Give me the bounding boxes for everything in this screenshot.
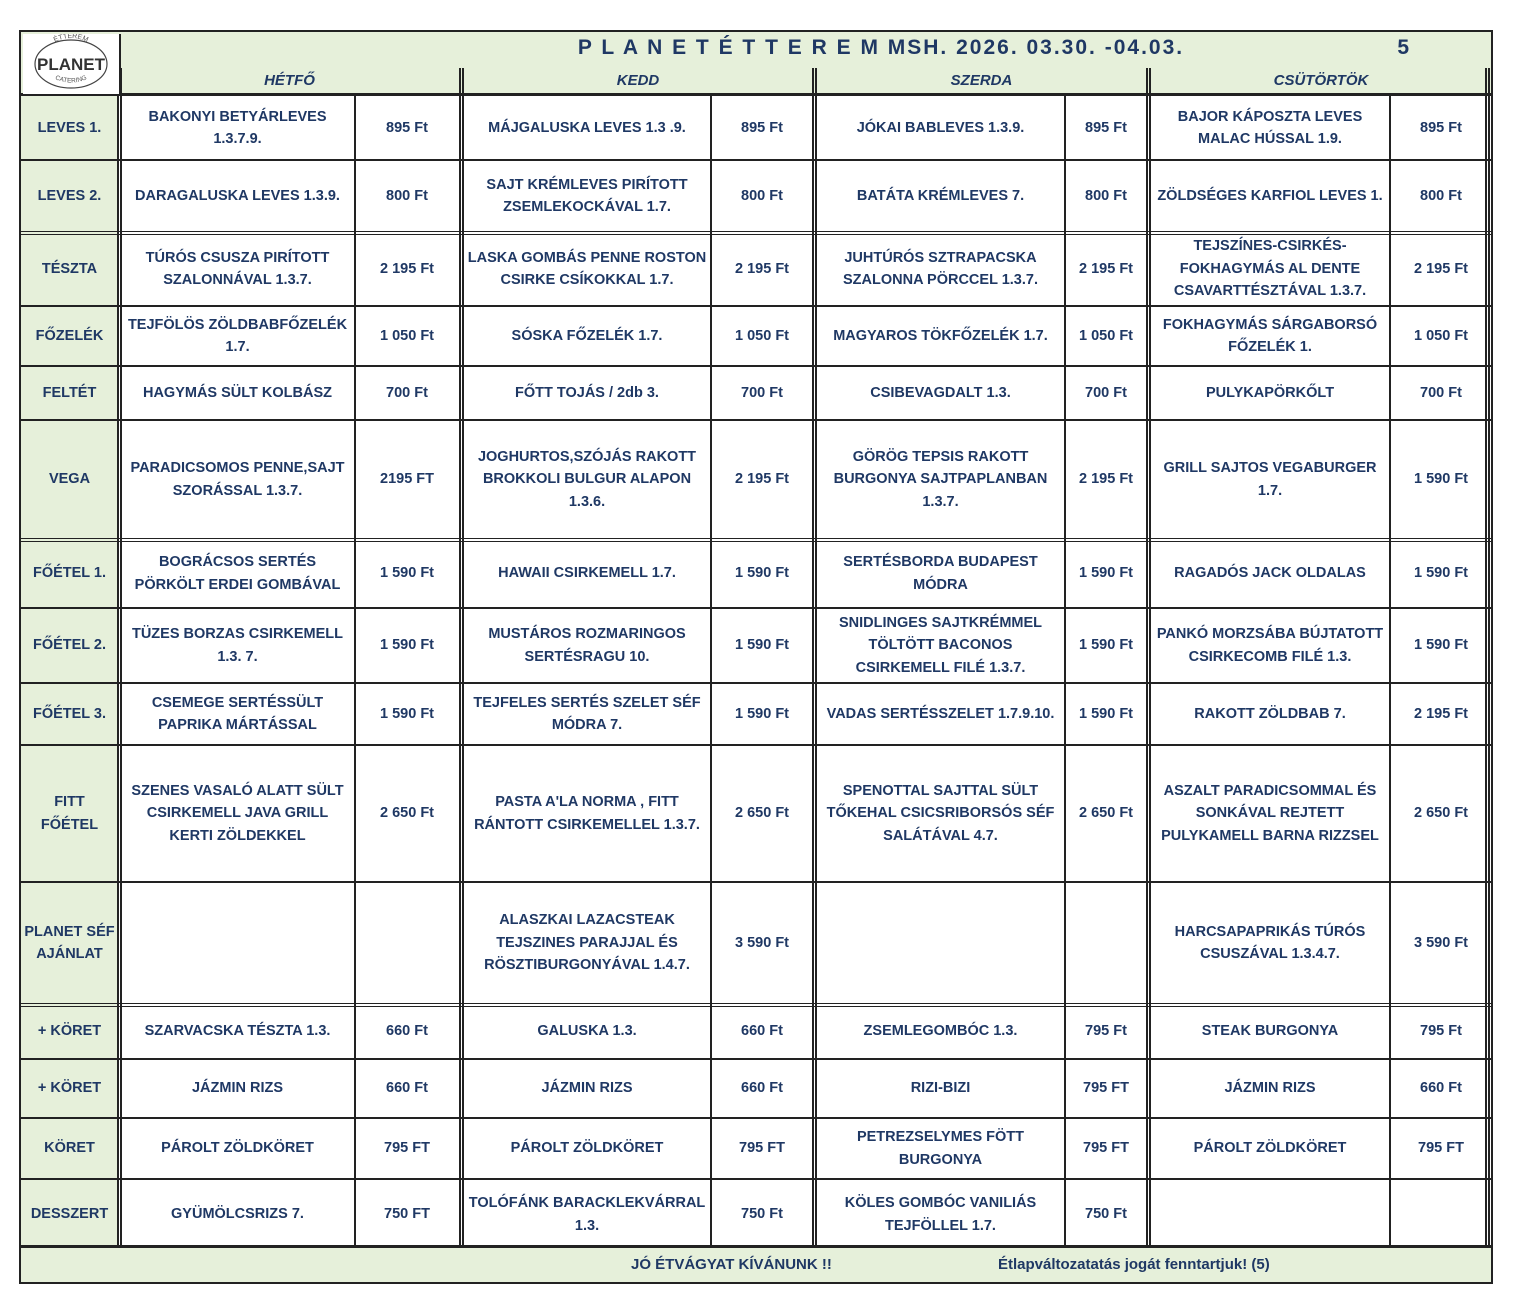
dish-name: PÁROLT ZÖLDKÖRET [161,1140,314,1157]
svg-text:ÉTTEREM: ÉTTEREM [52,34,90,44]
dish-name: GALUSKA 1.3. [537,1023,637,1040]
dish-price: 660 Ft [386,1080,428,1097]
dish-price: 1 590 Ft [380,637,434,654]
row-label: DESSZERT [21,1179,118,1250]
row-label: FŐÉTEL 1. [21,539,118,608]
dish-name: RAKOTT ZÖLDBAB 7. [1194,705,1346,722]
dish-price: 1 590 Ft [380,565,434,582]
row-divider [21,1117,1491,1119]
dish-name: TÜZES BORZAS CSIRKEMELL 1.3. 7. [131,626,344,665]
dish-name [121,882,354,1004]
dish-name: CSEMEGE SERTÉSSÜLT PAPRIKA MÁRTÁSSAL [151,694,324,733]
column-divider [1389,96,1391,1250]
column-divider [1146,68,1151,1250]
row-label: + KÖRET [21,1059,118,1118]
dish-price: 2195 FT [380,471,434,488]
row-label: PLANET SÉF AJÁNLAT [21,882,118,1004]
dish-price: 795 FT [1083,1080,1129,1097]
dish-name [1151,1179,1389,1250]
dish-name: JÁZMIN RIZS [191,1080,284,1097]
greeting-text: JÓ ÉTVÁGYAT KÍVÁNUNK !! [631,1256,832,1273]
dish-name: SAJT KRÉMLEVES PIRÍTOTT ZSEMLEKOCKÁVAL 1.7. [486,176,688,215]
row-divider [21,744,1491,746]
dish-name: PARADICSOMOS PENNE,SAJT SZORÁSSAL 1.3.7. [130,460,345,499]
row-label: FELTÉT [21,366,118,420]
dish-price: 1 590 Ft [1079,705,1133,722]
dish-price: 800 Ft [1420,187,1462,204]
row-divider [21,159,1491,161]
dish-name: PETREZSELYMES FÖTT BURGONYA [856,1129,1025,1168]
dish-name: JOGHURTOS,SZÓJÁS RAKOTT BROKKOLI BULGUR ALAPON 1.3.6. [477,448,697,510]
dish-price: 1 590 Ft [1079,637,1133,654]
day-header-1: HÉTFŐ [264,72,315,89]
row-label: LEVES 2. [21,160,118,232]
dish-price: 750 FT [384,1206,430,1223]
dish-price: 895 Ft [1420,119,1462,136]
dish-name: RIZI-BIZI [910,1080,971,1097]
dish-price: 3 590 Ft [1414,934,1468,951]
dish-name: SERTÉSBORDA BUDAPEST MÓDRA [843,554,1038,593]
dish-price: 750 Ft [741,1206,783,1223]
row-divider [21,305,1491,307]
dish-name: DARAGALUSKA LEVES 1.3.9. [135,187,340,204]
dish-name: SZENES VASALÓ ALATT SÜLT CSIRKEMELL JAVA GRILL KERTI ZÖLDEKKEL [131,782,344,844]
dish-name: TEJFÖLÖS ZÖLDBABFŐZELÉK 1.7. [127,316,348,355]
row-label: FŐÉTEL 2. [21,608,118,683]
dish-name: PANKÓ MORZSÁBA BÚJTATOTT CSIRKECOMB FILÉ 1.3. [1156,626,1384,665]
row-divider [21,538,1491,542]
row-divider [21,607,1491,609]
weekly-menu [19,30,1493,1284]
dish-price: 1 590 Ft [735,565,789,582]
dish-name: GRILL SAJTOS VEGABURGER 1.7. [1163,460,1377,499]
day-header-3: SZERDA [950,72,1013,89]
row-label: FITT FŐÉTEL [21,745,118,882]
row-divider [21,1003,1491,1007]
dish-name: PASTA A'LA NORMA , FITT RÁNTOTT CSIRKEMELLEL 1.3.7. [474,794,700,833]
row-label: KÖRET [21,1118,118,1179]
column-divider [1485,68,1490,1250]
row-label: TÉSZTA [21,232,118,306]
dish-name: RAGADÓS JACK OLDALAS [1174,565,1366,582]
row-divider [21,1058,1491,1060]
row-divider [21,682,1491,684]
dish-price: 795 FT [739,1140,785,1157]
dish-name: SNIDLINGES SAJTKRÉMMEL TÖLTÖTT BACONOS CSIRKEMELL FILÉ 1.3.7. [838,614,1042,676]
row-divider [21,1178,1491,1180]
dish-name: FŐTT TOJÁS / 2db 3. [515,384,659,401]
dish-name: HARCSAPAPRIKÁS TÚRÓS CSUSZÁVAL 1.3.4.7. [1174,923,1366,962]
dish-price [356,882,458,1004]
dish-name: PULYKAPÖRKŐLT [1205,384,1335,401]
dish-price: 895 Ft [741,119,783,136]
dish-name: LASKA GOMBÁS PENNE ROSTON CSIRKE CSÍKOKKAL 1.7. [467,249,707,288]
dish-price: 895 Ft [386,119,428,136]
dish-name: HAWAII CSIRKEMELL 1.7. [498,565,676,582]
dish-price: 750 Ft [1085,1206,1127,1223]
dish-price: 700 Ft [1085,384,1127,401]
day-header-2: KEDD [616,72,660,89]
dish-name: BOGRÁCSOS SERTÉS PÖRKÖLT ERDEI GOMBÁVAL [134,554,341,593]
svg-text:PLANET: PLANET [37,55,105,74]
dish-price: 1 590 Ft [1414,471,1468,488]
dish-price: 1 050 Ft [1079,327,1133,344]
dish-name: HAGYMÁS SÜLT KOLBÁSZ [142,384,333,401]
dish-price: 3 590 Ft [735,934,789,951]
column-divider [1064,96,1066,1250]
dish-price: 2 650 Ft [735,805,789,822]
dish-price: 660 Ft [741,1080,783,1097]
column-divider [117,68,122,1250]
dish-name: BAKONYI BETYÁRLEVES 1.3.7.9. [148,108,327,147]
dish-price: 700 Ft [741,384,783,401]
dish-price: 795 Ft [1420,1023,1462,1040]
dish-name: FOKHAGYMÁS SÁRGABORSÓ FŐZELÉK 1. [1162,316,1378,355]
dish-name: MÁJGALUSKA LEVES 1.3 .9. [488,119,686,136]
row-label: FŐZELÉK [21,306,118,366]
row-label: VEGA [21,420,118,539]
dish-price: 1 050 Ft [380,327,434,344]
dish-price: 2 650 Ft [1079,805,1133,822]
dish-price: 2 195 Ft [1079,471,1133,488]
dish-name: ZSEMLEGOMBÓC 1.3. [863,1023,1018,1040]
row-divider [21,881,1491,883]
planet-logo [23,34,121,94]
dish-price: 2 650 Ft [380,805,434,822]
dish-price: 660 Ft [1420,1080,1462,1097]
dish-name: JUHTÚRÓS SZTRAPACSKA SZALONNA PÖRCCEL 1.3.7. [843,249,1038,288]
dish-price: 795 FT [384,1140,430,1157]
dish-name: ALASZKAI LAZACSTEAK TEJSZINES PARAJJAL ÉS RÖSZTIBURGONYÁVAL 1.4.7. [484,912,690,974]
column-divider [459,68,464,1250]
row-label: + KÖRET [21,1004,118,1059]
dish-price: 2 195 Ft [735,260,789,277]
dish-price: 1 050 Ft [1414,327,1468,344]
dish-name: VADAS SERTÉSSZELET 1.7.9.10. [826,705,1055,722]
dish-name: JÓKAI BABLEVES 1.3.9. [856,119,1025,136]
dish-price: 1 590 Ft [735,705,789,722]
disclaimer-text: Étlapváltozatatás jogát fenntartjuk! (5) [998,1256,1270,1273]
dish-price: 795 FT [1083,1140,1129,1157]
row-divider [21,365,1491,367]
dish-name [817,882,1064,1004]
row-label: FŐÉTEL 3. [21,683,118,745]
dish-price: 2 195 Ft [1414,705,1468,722]
dish-price: 895 Ft [1085,119,1127,136]
dish-name: TOLÓFÁNK BARACKLEKVÁRRAL 1.3. [468,1195,706,1234]
column-divider [354,96,356,1250]
dish-name: PÁROLT ZÖLDKÖRET [510,1140,664,1157]
dish-price: 800 Ft [386,187,428,204]
dish-price [1066,882,1146,1004]
dish-price: 1 590 Ft [735,637,789,654]
dish-price: 2 195 Ft [735,471,789,488]
dish-name: MAGYAROS TÖKFŐZELÉK 1.7. [833,327,1048,344]
dish-price: 700 Ft [1420,384,1462,401]
row-divider [21,419,1491,421]
dish-name: BATÁTA KRÉMLEVES 7. [856,187,1025,204]
row-label: LEVES 1. [21,96,118,160]
dish-name: CSIBEVAGDALT 1.3. [870,384,1011,401]
dish-price: 2 195 Ft [1079,260,1133,277]
dish-name: GÖRÖG TEPSIS RAKOTT BURGONYA SAJTPAPLANBAN 1.3.7. [833,448,1048,510]
dish-name: JÁZMIN RIZS [541,1080,633,1097]
dish-name: SPENOTTAL SAJTTAL SÜLT TŐKEHAL CSICSRIBORSÓS SÉF SALÁTÁVAL 4.7. [826,782,1055,844]
dish-price: 795 Ft [1085,1023,1127,1040]
row-divider [21,231,1491,235]
day-header-row [21,68,1491,96]
dish-name: TEJFELES SERTÉS SZELET SÉF MÓDRA 7. [473,694,701,733]
dish-name: KÖLES GOMBÓC VANILIÁS TEJFÖLLEL 1.7. [844,1195,1037,1234]
dish-price: 2 650 Ft [1414,805,1468,822]
dish-price [1391,1179,1491,1250]
dish-price: 1 590 Ft [1079,565,1133,582]
dish-price: 660 Ft [386,1023,428,1040]
column-divider [710,96,712,1250]
dish-name: TÚRÓS CSUSZA PIRÍTOTT SZALONNÁVAL 1.3.7. [145,249,330,288]
dish-name: GYÜMÖLCSRIZS 7. [171,1206,304,1223]
dish-price: 700 Ft [386,384,428,401]
dish-price: 800 Ft [1085,187,1127,204]
svg-text:CATERING: CATERING [54,74,88,85]
dish-name: JÁZMIN RIZS [1224,1080,1316,1097]
column-divider [812,68,817,1250]
dish-name: BAJOR KÁPOSZTA LEVES MALAC HÚSSAL 1.9. [1177,108,1363,147]
page-number: 5 [1397,36,1409,59]
menu-header [21,32,1491,70]
dish-name: SZARVACSKA TÉSZTA 1.3. [144,1023,331,1040]
dish-price: 795 FT [1418,1140,1464,1157]
dish-name: PÁROLT ZÖLDKÖRET [1193,1140,1347,1157]
dish-price: 2 195 Ft [1414,260,1468,277]
menu-footer [21,1245,1491,1282]
dish-name: ASZALT PARADICSOMMAL ÉS SONKÁVAL REJTETT PULYKAMELL BARNA RIZZSEL [1161,782,1379,844]
dish-name: SÓSKA FŐZELÉK 1.7. [511,327,663,344]
dish-name: TEJSZÍNES-CSIRKÉS-FOKHAGYMÁS AL DENTE CSAVARTTÉSZTÁVAL 1.3.7. [1173,238,1367,300]
dish-name: ZÖLDSÉGES KARFIOL LEVES 1. [1157,187,1383,204]
dish-price: 1 050 Ft [735,327,789,344]
dish-price: 800 Ft [741,187,783,204]
dish-price: 1 590 Ft [1414,637,1468,654]
dish-price: 1 590 Ft [1414,565,1468,582]
dish-price: 660 Ft [741,1023,783,1040]
dish-price: 2 195 Ft [380,260,434,277]
dish-name: MUSTÁROS ROZMARINGOS SERTÉSRAGU 10. [488,626,686,665]
page-title: P L A N E T É T T E R E M MSH. 2026. 03.30. -04.03. [577,36,1185,59]
dish-name: STEAK BURGONYA [1201,1023,1339,1040]
dish-price: 1 590 Ft [380,705,434,722]
day-header-4: CSÜTÖRTÖK [1273,72,1369,89]
